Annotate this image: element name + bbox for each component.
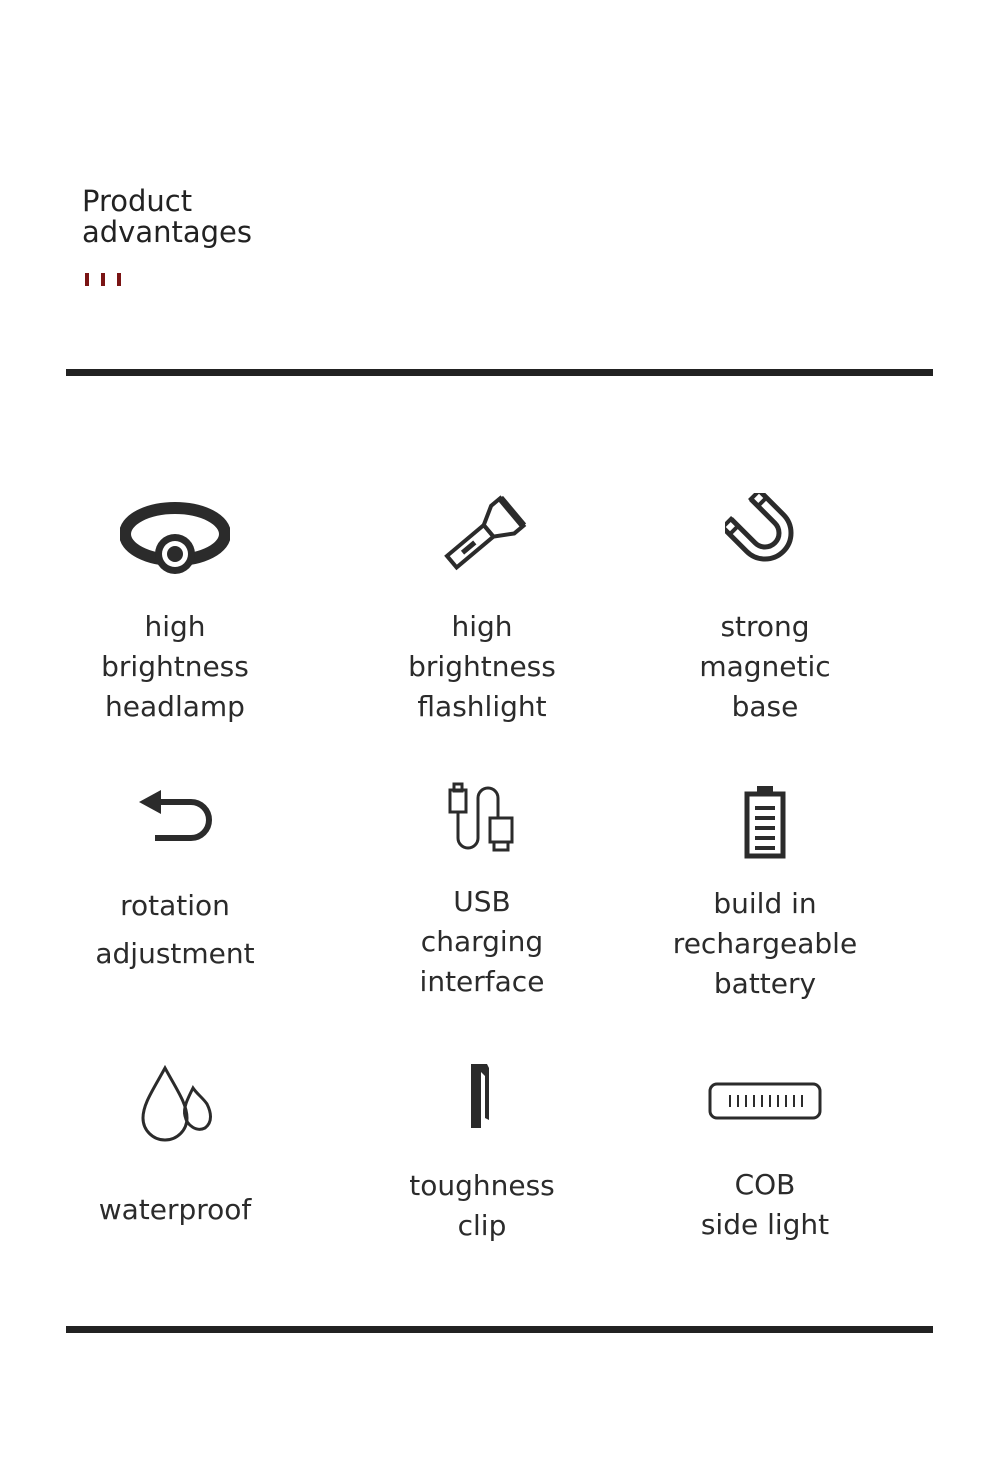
title-line-2: advantages bbox=[82, 215, 252, 249]
feature-flashlight-label: high brightness flashlight bbox=[408, 610, 556, 723]
section-title bbox=[82, 186, 252, 248]
feature-battery-label: build in rechargeable battery bbox=[672, 887, 858, 1000]
water-drops-icon bbox=[135, 1062, 215, 1144]
cob-light-icon bbox=[707, 1080, 823, 1122]
bottom-divider bbox=[66, 1326, 933, 1333]
top-divider bbox=[66, 369, 933, 376]
clip-icon bbox=[467, 1060, 497, 1132]
flashlight-icon bbox=[437, 495, 527, 579]
feature-rotation-label: rotation adjustment bbox=[95, 889, 255, 970]
feature-headlamp-label: high brightness headlamp bbox=[101, 610, 249, 723]
accent-ticks bbox=[85, 273, 121, 286]
magnet-icon bbox=[725, 493, 805, 568]
usb-cable-icon bbox=[444, 782, 520, 856]
feature-clip-label: toughness clip bbox=[409, 1169, 555, 1242]
feature-cob-label: COB side light bbox=[700, 1168, 830, 1241]
feature-magnet-label: strong magnetic base bbox=[699, 610, 831, 723]
feature-waterproof-label: waterproof bbox=[98, 1193, 252, 1226]
rotation-arrow-icon bbox=[137, 786, 213, 846]
battery-icon bbox=[743, 784, 787, 860]
feature-usb-label: USB charging interface bbox=[419, 885, 545, 998]
title-line-1: Product bbox=[82, 184, 193, 218]
headlamp-icon bbox=[120, 500, 230, 582]
